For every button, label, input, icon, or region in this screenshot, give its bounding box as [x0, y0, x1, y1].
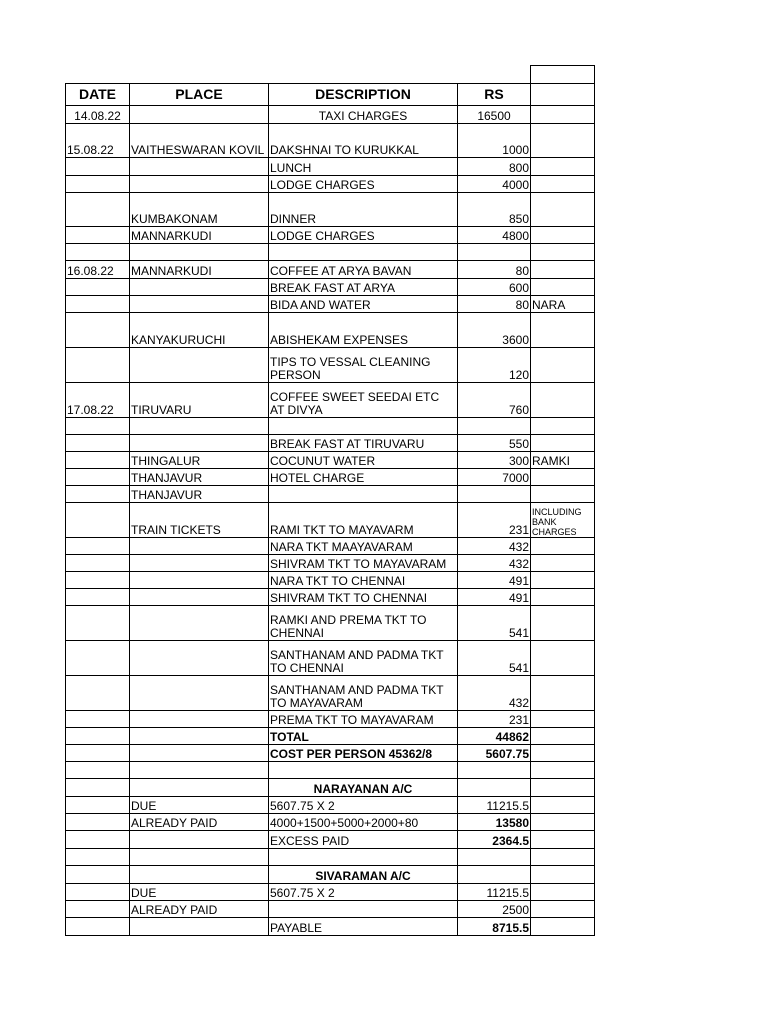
place-cell: [130, 589, 269, 606]
note-cell: [531, 866, 595, 884]
table-row: [66, 193, 595, 227]
date-cell: [66, 176, 130, 193]
amount-cell: 1000: [458, 124, 531, 158]
table-row: [66, 503, 595, 538]
note-cell: [531, 728, 595, 745]
date-cell: [66, 676, 130, 711]
table-row: [66, 711, 595, 728]
date-cell: [66, 452, 130, 469]
description-cell: RAMI TKT TO MAYAVARM: [269, 503, 458, 538]
amount-cell: [458, 762, 531, 779]
amount-cell: 491: [458, 589, 531, 606]
date-cell: [66, 503, 130, 538]
place-cell: THANJAVUR: [130, 486, 269, 503]
table-row: [66, 261, 595, 279]
place-cell: [130, 676, 269, 711]
note-cell: [531, 762, 595, 779]
note-cell: [531, 745, 595, 762]
description-cell: NARA TKT MAAYAVARAM: [269, 538, 458, 555]
table-row: [66, 279, 595, 296]
place-cell: THINGALUR: [130, 452, 269, 469]
note-cell: [531, 884, 595, 901]
date-cell: [66, 866, 130, 884]
table-row: [66, 641, 595, 676]
place-cell: [130, 279, 269, 296]
header-rs: RS: [458, 84, 531, 106]
place-cell: KUMBAKONAM: [130, 193, 269, 227]
amount-cell: [458, 866, 531, 884]
amount-cell: 11215.5: [458, 797, 531, 814]
description-cell: SHIVRAM TKT TO MAYAVARAM: [269, 555, 458, 572]
place-cell: [130, 572, 269, 589]
date-cell: [66, 762, 130, 779]
note-cell: [531, 555, 595, 572]
amount-cell: 44862: [458, 728, 531, 745]
table-row: [66, 486, 595, 503]
place-cell: TRAIN TICKETS: [130, 503, 269, 538]
date-cell: [66, 313, 130, 348]
amount-cell: [458, 486, 531, 503]
amount-cell: 550: [458, 435, 531, 452]
amount-cell: 2364.5: [458, 831, 531, 849]
date-cell: [66, 901, 130, 918]
amount-cell: [458, 244, 531, 261]
table-row: [66, 918, 595, 936]
amount-cell: 8715.5: [458, 918, 531, 936]
place-cell: TIRUVARU: [130, 383, 269, 418]
amount-cell: 231: [458, 711, 531, 728]
note-cell: [531, 814, 595, 831]
description-cell: TIPS TO VESSAL CLEANING PERSON: [269, 348, 458, 383]
place-cell: [130, 418, 269, 435]
amount-cell: 600: [458, 279, 531, 296]
note-cell: [531, 313, 595, 348]
amount-cell: 491: [458, 572, 531, 589]
date-cell: [66, 641, 130, 676]
place-cell: MANNARKUDI: [130, 261, 269, 279]
amount-cell: 3600: [458, 313, 531, 348]
place-cell: [130, 435, 269, 452]
date-cell: [66, 193, 130, 227]
table-row: [66, 676, 595, 711]
place-cell: [130, 176, 269, 193]
description-cell: DAKSHNAI TO KURUKKAL: [269, 124, 458, 158]
note-cell: [531, 193, 595, 227]
note-cell: [531, 227, 595, 244]
table-row: [66, 452, 595, 469]
description-cell: 4000+1500+5000+2000+80: [269, 814, 458, 831]
amount-cell: 300: [458, 452, 531, 469]
header-note: [531, 84, 595, 106]
description-cell: SHIVRAM TKT TO CHENNAI: [269, 589, 458, 606]
description-cell: [269, 849, 458, 866]
amount-cell: 850: [458, 193, 531, 227]
place-cell: [130, 641, 269, 676]
place-cell: [130, 244, 269, 261]
place-cell: [130, 918, 269, 936]
date-cell: [66, 469, 130, 486]
amount-cell: 13580: [458, 814, 531, 831]
table-row: [66, 866, 595, 884]
table-row: [66, 589, 595, 606]
note-cell: INCLUDING BANK CHARGES: [531, 503, 595, 538]
description-cell: TOTAL: [269, 728, 458, 745]
note-cell: [531, 901, 595, 918]
amount-cell: 432: [458, 555, 531, 572]
description-cell: LUNCH: [269, 158, 458, 176]
amount-cell: 11215.5: [458, 884, 531, 901]
description-cell: [269, 901, 458, 918]
date-cell: [66, 797, 130, 814]
date-cell: [66, 244, 130, 261]
description-cell: SIVARAMAN A/C: [269, 866, 458, 884]
date-cell: [66, 745, 130, 762]
amount-cell: 2500: [458, 901, 531, 918]
note-cell: [531, 124, 595, 158]
header-row: [66, 84, 595, 106]
table-row: [66, 884, 595, 901]
description-cell: COFFEE SWEET SEEDAI ETC AT DIVYA: [269, 383, 458, 418]
description-cell: COST PER PERSON 45362/8: [269, 745, 458, 762]
description-cell: 5607.75 X 2: [269, 884, 458, 901]
table-row: [66, 555, 595, 572]
place-cell: [130, 606, 269, 641]
table-row: [66, 313, 595, 348]
date-cell: 14.08.22: [66, 106, 130, 124]
date-cell: [66, 728, 130, 745]
place-cell: DUE: [130, 884, 269, 901]
date-cell: [66, 572, 130, 589]
amount-cell: [458, 779, 531, 797]
note-cell: [531, 158, 595, 176]
amount-cell: 760: [458, 383, 531, 418]
amount-cell: 541: [458, 606, 531, 641]
table-row: [66, 745, 595, 762]
note-cell: [531, 779, 595, 797]
note-cell: NARA: [531, 296, 595, 313]
amount-cell: 800: [458, 158, 531, 176]
table-row: [66, 244, 595, 261]
description-cell: [269, 418, 458, 435]
description-cell: SANTHANAM AND PADMA TKT TO CHENNAI: [269, 641, 458, 676]
amount-cell: [458, 849, 531, 866]
description-cell: [269, 244, 458, 261]
place-cell: MANNARKUDI: [130, 227, 269, 244]
date-cell: [66, 814, 130, 831]
note-cell: [531, 261, 595, 279]
table-row: [66, 538, 595, 555]
place-cell: [130, 555, 269, 572]
table-row: [66, 779, 595, 797]
note-cell: [531, 641, 595, 676]
date-cell: [66, 296, 130, 313]
table-row: [66, 227, 595, 244]
place-cell: ALREADY PAID: [130, 901, 269, 918]
table-row: [66, 106, 595, 124]
description-cell: EXCESS PAID: [269, 831, 458, 849]
table-row: [66, 572, 595, 589]
place-cell: [130, 779, 269, 797]
table-row: [66, 831, 595, 849]
date-cell: [66, 227, 130, 244]
note-cell: [531, 469, 595, 486]
expense-table: [65, 65, 595, 936]
date-cell: [66, 884, 130, 901]
place-cell: [130, 711, 269, 728]
place-cell: [130, 745, 269, 762]
note-cell: [531, 676, 595, 711]
description-cell: NARA TKT TO CHENNAI: [269, 572, 458, 589]
description-cell: PAYABLE: [269, 918, 458, 936]
description-cell: DINNER: [269, 193, 458, 227]
description-cell: COFFEE AT ARYA BAVAN: [269, 261, 458, 279]
note-cell: [531, 486, 595, 503]
table-row: [66, 797, 595, 814]
date-cell: [66, 849, 130, 866]
table-row: [66, 124, 595, 158]
date-cell: [66, 555, 130, 572]
place-cell: VAITHESWARAN KOVIL: [130, 124, 269, 158]
table-row: [66, 849, 595, 866]
amount-cell: [458, 418, 531, 435]
note-cell: [531, 383, 595, 418]
note-cell: [531, 106, 595, 124]
place-cell: THANJAVUR: [130, 469, 269, 486]
table-row: [66, 762, 595, 779]
date-cell: [66, 918, 130, 936]
place-cell: KANYAKURUCHI: [130, 313, 269, 348]
note-cell: [531, 176, 595, 193]
date-cell: [66, 831, 130, 849]
date-cell: 17.08.22: [66, 383, 130, 418]
description-cell: [269, 762, 458, 779]
note-cell: [531, 606, 595, 641]
description-cell: TAXI CHARGES: [269, 106, 458, 124]
table-row: [66, 418, 595, 435]
amount-cell: 231: [458, 503, 531, 538]
amount-cell: 7000: [458, 469, 531, 486]
date-cell: 15.08.22: [66, 124, 130, 158]
description-cell: LODGE CHARGES: [269, 227, 458, 244]
amount-cell: 432: [458, 676, 531, 711]
place-cell: [130, 538, 269, 555]
amount-cell: 4800: [458, 227, 531, 244]
date-cell: [66, 589, 130, 606]
description-cell: SANTHANAM AND PADMA TKT TO MAYAVARAM: [269, 676, 458, 711]
place-cell: [130, 728, 269, 745]
note-cell: [531, 279, 595, 296]
note-cell: [531, 849, 595, 866]
note-cell: [531, 918, 595, 936]
description-cell: RAMKI AND PREMA TKT TO CHENNAI: [269, 606, 458, 641]
note-cell: [531, 538, 595, 555]
date-cell: 16.08.22: [66, 261, 130, 279]
table-row: [66, 296, 595, 313]
amount-cell: 80: [458, 296, 531, 313]
header-description: DESCRIPTION: [269, 84, 458, 106]
amount-cell: 5607.75: [458, 745, 531, 762]
table-row: [66, 383, 595, 418]
date-cell: [66, 279, 130, 296]
description-cell: LODGE CHARGES: [269, 176, 458, 193]
amount-cell: 120: [458, 348, 531, 383]
note-cell: [531, 572, 595, 589]
description-cell: PREMA TKT TO MAYAVARAM: [269, 711, 458, 728]
table-row: [66, 176, 595, 193]
date-cell: [66, 158, 130, 176]
date-cell: [66, 418, 130, 435]
place-cell: [130, 866, 269, 884]
table-row: [66, 728, 595, 745]
description-cell: COCUNUT WATER: [269, 452, 458, 469]
date-cell: [66, 779, 130, 797]
table-row: [66, 901, 595, 918]
note-cell: [531, 348, 595, 383]
description-cell: ABISHEKAM EXPENSES: [269, 313, 458, 348]
note-cell: [531, 435, 595, 452]
date-cell: [66, 538, 130, 555]
note-cell: [531, 797, 595, 814]
place-cell: [130, 762, 269, 779]
table-row: [66, 606, 595, 641]
date-cell: [66, 711, 130, 728]
place-cell: [130, 158, 269, 176]
description-cell: BREAK FAST AT ARYA: [269, 279, 458, 296]
amount-cell: 4000: [458, 176, 531, 193]
note-cell: RAMKI: [531, 452, 595, 469]
description-cell: NARAYANAN A/C: [269, 779, 458, 797]
amount-cell: 541: [458, 641, 531, 676]
description-cell: 5607.75 X 2: [269, 797, 458, 814]
amount-cell: 432: [458, 538, 531, 555]
note-cell: [531, 831, 595, 849]
date-cell: [66, 348, 130, 383]
table-row: [66, 435, 595, 452]
date-cell: [66, 486, 130, 503]
description-cell: HOTEL CHARGE: [269, 469, 458, 486]
place-cell: [130, 296, 269, 313]
description-cell: BREAK FAST AT TIRUVARU: [269, 435, 458, 452]
date-cell: [66, 606, 130, 641]
header-place: PLACE: [130, 84, 269, 106]
description-cell: [269, 486, 458, 503]
place-cell: [130, 348, 269, 383]
place-cell: DUE: [130, 797, 269, 814]
place-cell: ALREADY PAID: [130, 814, 269, 831]
note-cell: [531, 418, 595, 435]
place-cell: [130, 831, 269, 849]
amount-cell: 16500: [458, 106, 531, 124]
table-row: [66, 469, 595, 486]
place-cell: [130, 106, 269, 124]
table-row: [66, 814, 595, 831]
header-date: DATE: [66, 84, 130, 106]
note-cell: [531, 244, 595, 261]
table-row: [66, 158, 595, 176]
date-cell: [66, 435, 130, 452]
table-row: [66, 348, 595, 383]
description-cell: BIDA AND WATER: [269, 296, 458, 313]
note-cell: [531, 589, 595, 606]
note-cell: [531, 711, 595, 728]
place-cell: [130, 849, 269, 866]
expense-sheet: [65, 65, 595, 936]
blank-cell: [531, 66, 595, 84]
amount-cell: 80: [458, 261, 531, 279]
